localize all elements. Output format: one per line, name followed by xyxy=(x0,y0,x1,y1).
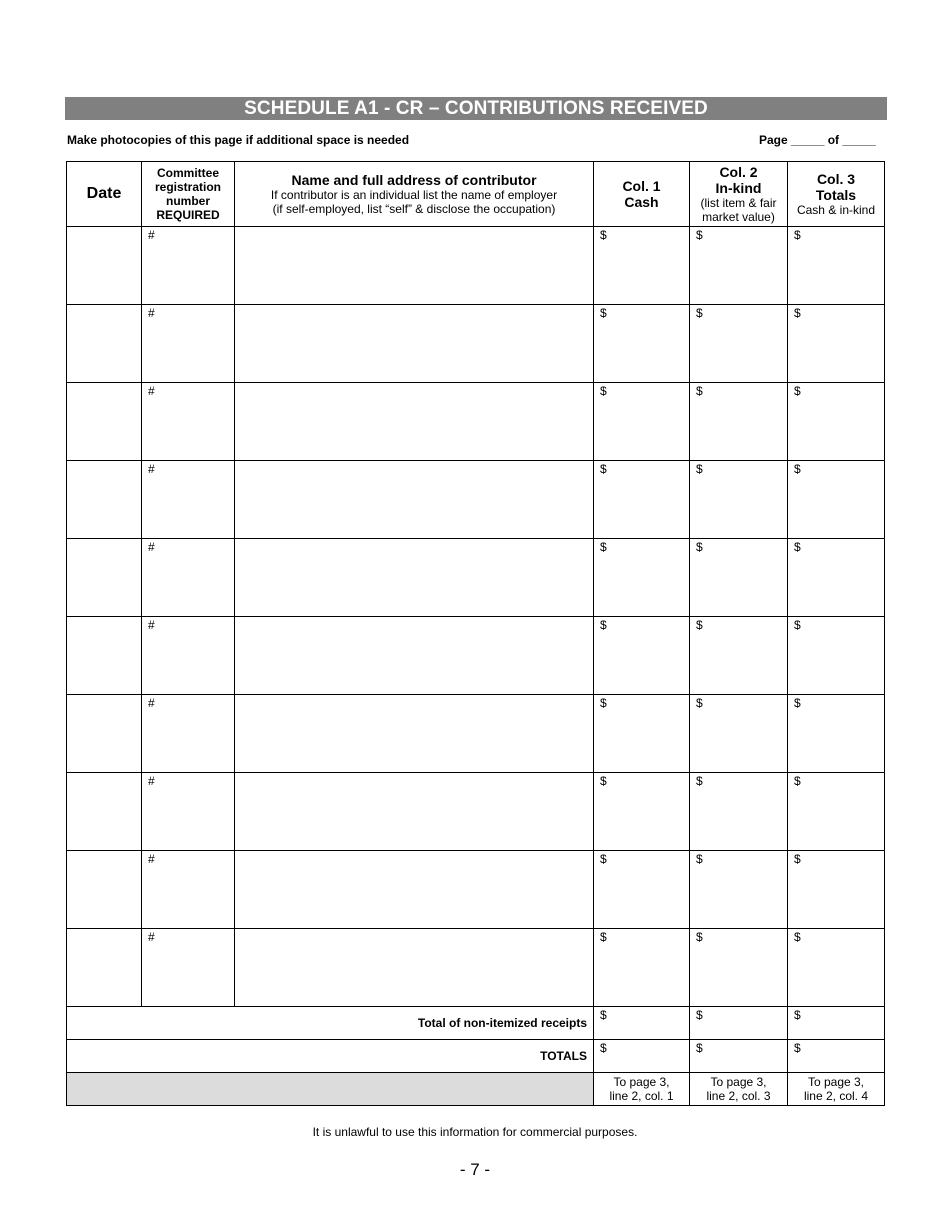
total-amount-field[interactable] xyxy=(788,539,885,617)
destination-col2: To page 3, line 2, col. 3 xyxy=(690,1073,788,1106)
cash-amount-field[interactable] xyxy=(594,305,690,383)
contributor-name-address-field[interactable] xyxy=(235,695,594,773)
header-date: Date xyxy=(67,162,142,227)
field-prefix-mark: $ xyxy=(600,306,607,320)
total-amount-field[interactable] xyxy=(788,617,885,695)
date-field[interactable] xyxy=(67,305,142,383)
registration-number-field[interactable] xyxy=(142,383,235,461)
non-itemized-label: Total of non-itemized receipts xyxy=(67,1007,594,1040)
inkind-amount-field[interactable] xyxy=(690,383,788,461)
date-field[interactable] xyxy=(67,383,142,461)
cash-amount-field[interactable] xyxy=(594,929,690,1007)
table-row xyxy=(67,695,885,773)
inkind-amount-field[interactable] xyxy=(690,461,788,539)
non-itemized-row xyxy=(67,1007,885,1040)
field-prefix-mark: # xyxy=(148,774,155,788)
registration-number-field[interactable] xyxy=(142,227,235,305)
page-number: - 7 - xyxy=(459,1160,491,1179)
field-prefix-mark: $ xyxy=(600,228,607,242)
field-prefix-mark: $ xyxy=(794,852,801,866)
field-prefix-mark: # xyxy=(148,384,155,398)
total-amount-field[interactable] xyxy=(788,695,885,773)
table-row xyxy=(67,383,885,461)
field-prefix-mark: # xyxy=(148,228,155,242)
contributor-name-address-field[interactable] xyxy=(235,929,594,1007)
contributor-name-address-field[interactable] xyxy=(235,227,594,305)
table-row xyxy=(67,227,885,305)
cash-amount-field[interactable] xyxy=(594,695,690,773)
field-prefix-mark: $ xyxy=(794,306,801,320)
field-prefix-mark: $ xyxy=(600,384,607,398)
cash-amount-field[interactable] xyxy=(594,773,690,851)
field-prefix-mark: $ xyxy=(696,540,703,554)
field-prefix-mark: # xyxy=(148,306,155,320)
table-row xyxy=(67,617,885,695)
date-field[interactable] xyxy=(67,929,142,1007)
destination-col3: To page 3, line 2, col. 4 xyxy=(788,1073,885,1106)
field-prefix-mark: $ xyxy=(794,462,801,476)
destination-col1: To page 3, line 2, col. 1 xyxy=(594,1073,690,1106)
cash-amount-field[interactable] xyxy=(594,539,690,617)
commercial-use-notice: It is unlawful to use this information for commercial purposes. xyxy=(312,1125,638,1139)
total-amount-field[interactable] xyxy=(788,773,885,851)
contributor-name-address-field[interactable] xyxy=(235,461,594,539)
date-field[interactable] xyxy=(67,851,142,929)
totals-row xyxy=(67,1040,885,1073)
field-prefix-mark: $ xyxy=(600,696,607,710)
page-title: SCHEDULE A1 - CR – CONTRIBUTIONS RECEIVED xyxy=(65,97,887,120)
inkind-amount-field[interactable] xyxy=(690,929,788,1007)
table-header-row xyxy=(67,162,885,227)
field-prefix-mark: $ xyxy=(696,696,703,710)
contributor-name-address-field[interactable] xyxy=(235,383,594,461)
registration-number-field[interactable] xyxy=(142,461,235,539)
field-prefix-mark: $ xyxy=(794,384,801,398)
cash-amount-field[interactable] xyxy=(594,617,690,695)
field-prefix-mark: $ xyxy=(696,462,703,476)
field-prefix-mark: $ xyxy=(696,228,703,242)
inkind-amount-field[interactable] xyxy=(690,227,788,305)
cash-amount-field[interactable] xyxy=(594,227,690,305)
field-prefix-mark: # xyxy=(148,930,155,944)
registration-number-field[interactable] xyxy=(142,539,235,617)
registration-number-field[interactable] xyxy=(142,695,235,773)
field-prefix-mark: $ xyxy=(600,462,607,476)
total-amount-field[interactable] xyxy=(788,305,885,383)
destination-row xyxy=(67,1073,885,1106)
field-prefix-mark: # xyxy=(148,696,155,710)
inkind-amount-field[interactable] xyxy=(690,773,788,851)
inkind-amount-field[interactable] xyxy=(690,539,788,617)
field-prefix-mark: $ xyxy=(600,930,607,944)
field-prefix-mark: $ xyxy=(794,930,801,944)
page-indicator: Page _____ of _____ xyxy=(759,133,876,147)
field-prefix-mark: $ xyxy=(794,228,801,242)
registration-number-field[interactable] xyxy=(142,773,235,851)
total-amount-field[interactable] xyxy=(788,851,885,929)
field-prefix-mark: # xyxy=(148,852,155,866)
shaded-cell xyxy=(67,1073,594,1106)
field-prefix-mark: $ xyxy=(696,930,703,944)
field-prefix-mark: $ xyxy=(794,540,801,554)
table-row xyxy=(67,305,885,383)
field-prefix-mark: # xyxy=(148,540,155,554)
field-prefix-mark: $ xyxy=(696,852,703,866)
total-amount-field[interactable] xyxy=(788,227,885,305)
date-field[interactable] xyxy=(67,539,142,617)
table-row xyxy=(67,929,885,1007)
header-contributor-name: Name and full address of contributor If contributor is an individual list the name of employer (if self-employed, list “self” & disclose the occupation) xyxy=(235,162,594,227)
registration-number-field[interactable] xyxy=(142,305,235,383)
registration-number-field[interactable] xyxy=(142,929,235,1007)
cash-amount-field[interactable] xyxy=(594,383,690,461)
inkind-amount-field[interactable] xyxy=(690,695,788,773)
totals-cash-field[interactable]: $ xyxy=(594,1040,690,1073)
totals-total-field[interactable]: $ xyxy=(788,1040,885,1073)
field-prefix-mark: $ xyxy=(794,696,801,710)
table-row xyxy=(67,773,885,851)
total-amount-field[interactable] xyxy=(788,929,885,1007)
contributor-name-address-field[interactable] xyxy=(235,539,594,617)
date-field[interactable] xyxy=(67,227,142,305)
field-prefix-mark: $ xyxy=(696,618,703,632)
non-itemized-total-field[interactable]: $ xyxy=(788,1007,885,1040)
contributor-name-address-field[interactable] xyxy=(235,773,594,851)
date-field[interactable] xyxy=(67,461,142,539)
header-col1-cash: Col. 1 Cash xyxy=(594,162,690,227)
cash-amount-field[interactable] xyxy=(594,851,690,929)
field-prefix-mark: # xyxy=(148,462,155,476)
registration-number-field[interactable] xyxy=(142,851,235,929)
totals-label: TOTALS xyxy=(67,1040,594,1073)
field-prefix-mark: $ xyxy=(696,384,703,398)
table-row xyxy=(67,539,885,617)
non-itemized-inkind-field[interactable]: $ xyxy=(690,1007,788,1040)
inkind-amount-field[interactable] xyxy=(690,305,788,383)
field-prefix-mark: $ xyxy=(600,540,607,554)
field-prefix-mark: $ xyxy=(600,618,607,632)
header-col3-totals: Col. 3 Totals Cash & in-kind xyxy=(788,162,885,227)
non-itemized-cash-field[interactable]: $ xyxy=(594,1007,690,1040)
inkind-amount-field[interactable] xyxy=(690,617,788,695)
field-prefix-mark: $ xyxy=(600,774,607,788)
date-field[interactable] xyxy=(67,773,142,851)
field-prefix-mark: $ xyxy=(696,306,703,320)
contributor-name-address-field[interactable] xyxy=(235,305,594,383)
date-field[interactable] xyxy=(67,695,142,773)
field-prefix-mark: # xyxy=(148,618,155,632)
header-registration-number: Committee registration number REQUIRED xyxy=(142,162,235,227)
contributor-name-address-field[interactable] xyxy=(235,617,594,695)
contributions-table xyxy=(66,161,885,1106)
cash-amount-field[interactable] xyxy=(594,461,690,539)
totals-inkind-field[interactable]: $ xyxy=(690,1040,788,1073)
field-prefix-mark: $ xyxy=(794,618,801,632)
inkind-amount-field[interactable] xyxy=(690,851,788,929)
field-prefix-mark: $ xyxy=(600,852,607,866)
total-amount-field[interactable] xyxy=(788,383,885,461)
total-amount-field[interactable] xyxy=(788,461,885,539)
registration-number-field[interactable] xyxy=(142,617,235,695)
field-prefix-mark: $ xyxy=(696,774,703,788)
table-row xyxy=(67,851,885,929)
photocopy-note: Make photocopies of this page if additional space is needed xyxy=(67,133,410,147)
date-field[interactable] xyxy=(67,617,142,695)
header-col2-inkind: Col. 2 In-kind (list item & fair market value) xyxy=(690,162,788,227)
field-prefix-mark: $ xyxy=(794,774,801,788)
table-row xyxy=(67,461,885,539)
contributor-name-address-field[interactable] xyxy=(235,851,594,929)
